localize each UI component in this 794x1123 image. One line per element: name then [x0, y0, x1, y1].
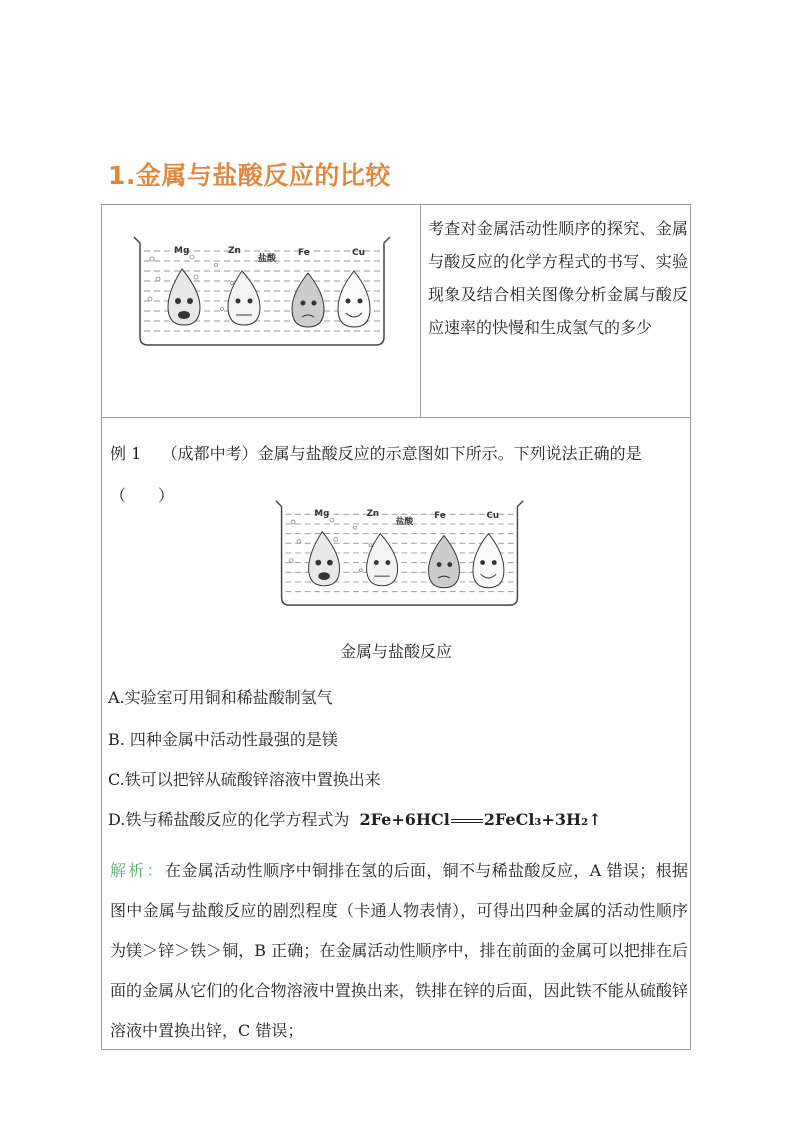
question-prefix: 例 1 — [110, 444, 142, 463]
mg-character — [168, 269, 200, 325]
equation-lhs: 2Fe+6HCl — [359, 810, 450, 829]
question-source: （成都中考） — [161, 444, 258, 463]
label-cu-2: Cu — [486, 511, 500, 522]
equation-equals — [451, 819, 483, 823]
figure-caption: 金属与盐酸反应 — [339, 642, 452, 661]
label-mg-2: Mg — [314, 509, 330, 520]
label-zn-2: Zn — [366, 509, 380, 520]
summary-text: 考查对金属活动性顺序的探究、金属与酸反应的化学方程式的书写、实验现象及结合相关图像分析金属与酸反应速率的快慢和生成氢气的多少 — [428, 219, 688, 337]
content-table — [101, 204, 691, 1050]
option-b: B. 四种金属中活动性最强的是镁 — [108, 730, 338, 749]
section-title: 1.金属与盐酸反应的比较 — [108, 161, 391, 190]
analysis-body: 在金属活动性顺序中铜排在氢的后面，铜不与稀盐酸反应，A 错误；根据图中金属与盐酸反应的剧烈程度（卡通人物表情），可得出四种金属的活动性顺序为镁＞锌＞铁＞铜，B 正确；在金属活动性顺序中，排在前面的金属可以把排在后面的金属从它们的化合物溶液中置换出来，铁排在锌的后面，因此铁不能从硫酸锌溶液中置换出锌，C 错误； — [110, 861, 688, 1040]
question-body: 金属与盐酸反应的示意图如下所示。下列说法正确的是（ ） — [110, 444, 642, 505]
label-zn: Zn — [228, 246, 241, 256]
row-divider — [102, 417, 690, 418]
analysis-label: 解析： — [110, 861, 165, 880]
cu-character — [338, 271, 370, 327]
cu-character-2 — [473, 534, 504, 588]
beaker-figure-example — [272, 493, 527, 609]
option-c: C.铁可以把锌从硫酸锌溶液中置换出来 — [108, 770, 381, 789]
beaker-figure-top — [132, 229, 392, 349]
option-a: A.实验室可用铜和稀盐酸制氢气 — [108, 688, 333, 707]
analysis-text — [110, 851, 688, 1051]
zn-character — [228, 271, 260, 325]
option-d — [108, 807, 601, 830]
zn-character-2 — [367, 534, 398, 586]
label-acid-2: 盐酸 — [395, 516, 414, 527]
equation-rhs: 2FeCl₃+3H₂↑ — [483, 810, 602, 829]
label-acid: 盐酸 — [258, 254, 277, 264]
label-mg: Mg — [174, 246, 190, 256]
label-fe: Fe — [298, 248, 310, 258]
label-fe-2: Fe — [434, 511, 446, 522]
option-d-text: D.铁与稀盐酸反应的化学方程式为 — [108, 810, 350, 829]
mg-character-2 — [309, 532, 340, 586]
column-divider — [420, 205, 421, 417]
label-cu: Cu — [352, 248, 366, 258]
